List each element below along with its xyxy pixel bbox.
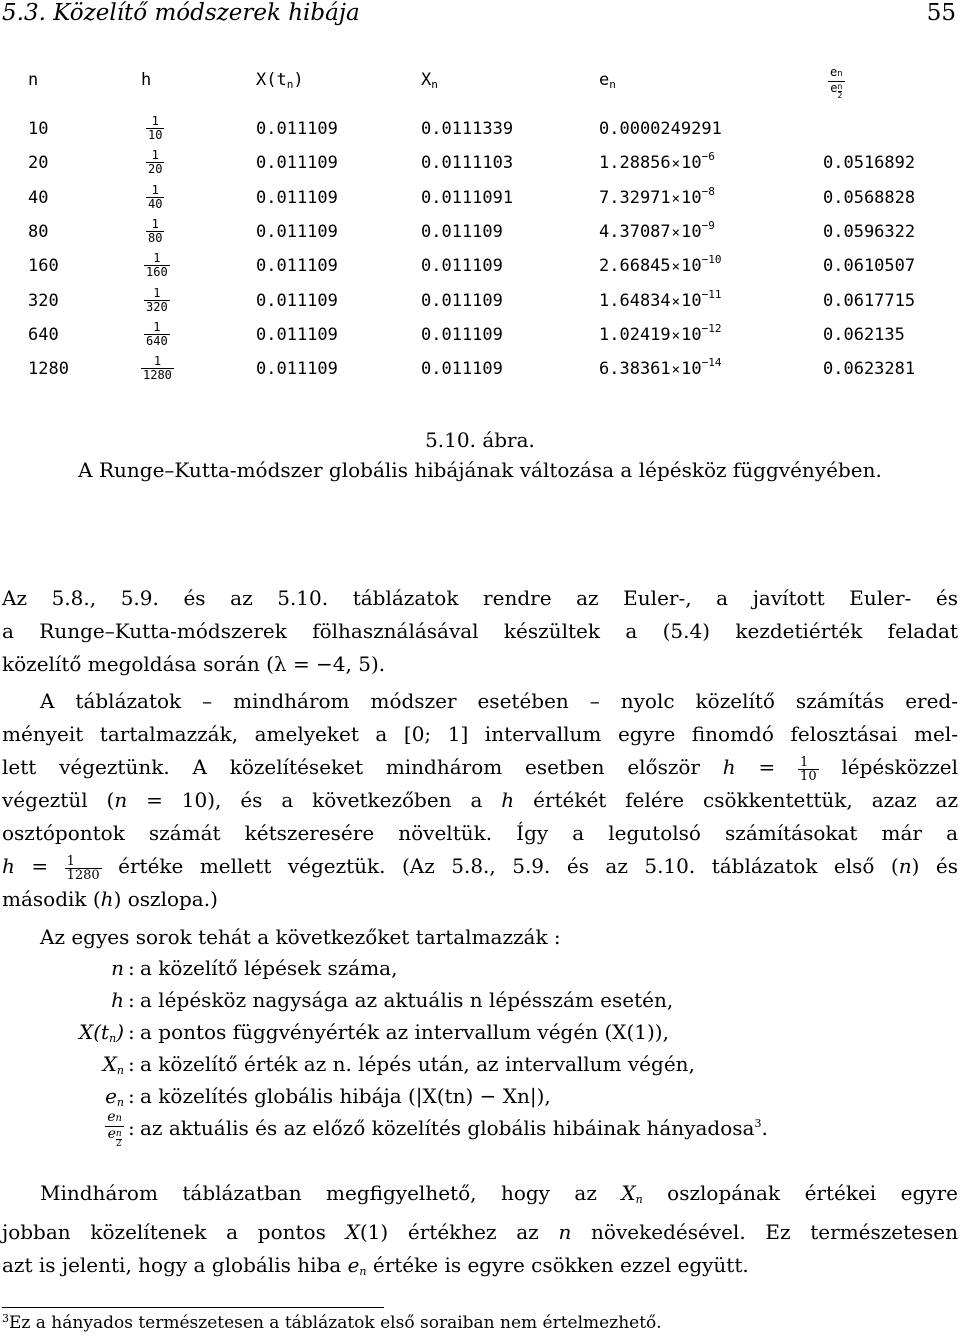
definition-term: $X_n$: [102, 1052, 124, 1077]
definition-desc: a pontos függvényérték az intervallum végén (X(1)),: [140, 1020, 669, 1044]
definition-term: h: [111, 988, 124, 1012]
cell-en: $6.38361\times 10^{-14}$: [599, 356, 722, 379]
paragraph-1-line: a Runge–Kutta-módszerek fölhasználásával készültek a (5.4) kezdetiérték feladat: [2, 619, 958, 643]
paragraph-3-line: azt is jelenti, hogy a globális hiba $e_n$ értéke is egyre csökken ezzel együtt.: [2, 1253, 749, 1278]
cell-ratio: 0.0617715: [823, 291, 916, 311]
definition-desc: a lépésköz nagysága az aktuális n lépésszám esetén,: [140, 988, 674, 1012]
cell-en: $4.37087\times 10^{-9}$: [599, 219, 715, 242]
definition-term: n: [111, 956, 124, 980]
cell-xt: 0.011109: [256, 222, 338, 242]
definitions-intro: Az egyes sorok tehát a következőket tartalmazzák :: [40, 925, 561, 949]
cell-n: 40: [28, 188, 49, 208]
definition-desc: az aktuális és az előző közelítés globális hibáinak hányadosa$^3$.: [140, 1116, 768, 1140]
paragraph-2-line: második (h) oszlopa.): [2, 887, 218, 911]
paragraph-2-line: lett végeztünk. A közelítéseket mindhárom esetben először h = $\frac{1}{10}$ lépésközzel: [2, 755, 958, 784]
paragraph-3-line: jobban közelítenek a pontos X(1) értékhez az n növekedésével. Ez természetesen: [2, 1220, 958, 1244]
cell-xt: 0.011109: [256, 359, 338, 379]
cell-xn: 0.011109: [421, 222, 503, 242]
cell-xn: 0.0111103: [421, 153, 514, 173]
footnote-rule: [2, 1307, 384, 1308]
col-header-xn: $X_n$: [421, 70, 438, 91]
page-number: 55: [926, 0, 956, 26]
definition-row: en e $\frac{n}{2}$ : az aktuális és az előző közelítés globális hibáinak hányadosa$^3$.: [107, 1109, 768, 1149]
figure-label: 5.10. ábra.: [425, 428, 535, 452]
col-header-h: h: [141, 70, 152, 90]
cell-ratio: 0.0568828: [823, 188, 916, 208]
definition-term: en e $\frac{n}{2}$: [107, 1109, 122, 1149]
paragraph-1: [2, 582, 958, 681]
paragraph-2-line: osztópontok számát kétszeresére növeltük. Így a legutolsó számításokat már a: [2, 821, 958, 845]
col-header-n: n: [28, 70, 39, 90]
cell-xt: 0.011109: [256, 119, 338, 139]
cell-h: $\frac{1}{40}$: [148, 183, 163, 211]
paragraph-2-line: ményeit tartalmazzák, amelyeket a [0; 1] intervallum egyre finomdó felosztásai mel-: [2, 722, 958, 746]
cell-en: $2.66845\times 10^{-10}$: [599, 253, 722, 276]
cell-n: 1280: [28, 359, 69, 379]
definition-row: $X_n$ : a közelítő érték az n. lépés után, az intervallum végén,: [102, 1052, 695, 1077]
cell-ratio: 0.062135: [823, 325, 905, 345]
paragraph-2: [2, 685, 958, 916]
cell-en: $1.02419\times 10^{-12}$: [599, 322, 722, 345]
cell-ratio: 0.0596322: [823, 222, 916, 242]
cell-xn: 0.0111339: [421, 119, 514, 139]
cell-xt: 0.011109: [256, 153, 338, 173]
cell-n: 10: [28, 119, 49, 139]
section-title: 5.3. Közelítő módszerek hibája: [2, 0, 360, 26]
col-header-ratio: en e $\frac{n}{2}$: [830, 65, 843, 100]
cell-xt: 0.011109: [256, 256, 338, 276]
cell-ratio: 0.0623281: [823, 359, 916, 379]
paragraph-1-line: Az 5.8., 5.9. és az 5.10. táblázatok rendre az Euler-, a javított Euler- és: [2, 586, 958, 610]
cell-h: $\frac{1}{640}$: [146, 320, 168, 348]
cell-en: $7.32971\times 10^{-8}$: [599, 185, 715, 208]
definition-row: n : a közelítő lépések száma,: [111, 956, 398, 980]
footnote: $^3$Ez a hányados természetesen a táblázatok első soraiban nem értelmezhető.: [2, 1312, 662, 1333]
cell-xn: 0.0111091: [421, 188, 514, 208]
cell-n: 20: [28, 153, 49, 173]
figure-caption: A Runge–Kutta-módszer globális hibájának változása a lépésköz függvényében.: [78, 458, 882, 482]
col-header-en: $e_n$: [599, 70, 616, 91]
paragraph-3-line: Mindhárom táblázatban megfigyelhető, hogy az $X_n$ oszlopának értékei egyre: [40, 1181, 958, 1206]
cell-xn: 0.011109: [421, 291, 503, 311]
cell-h: $\frac{1}{1280}$: [143, 354, 172, 382]
cell-xt: 0.011109: [256, 188, 338, 208]
cell-xn: 0.011109: [421, 325, 503, 345]
paragraph-2-line: végeztül (n = 10), és a következőben a h értékét felére csökkentettük, azaz az: [2, 788, 958, 812]
definition-row: h : a lépésköz nagysága az aktuális n lépésszám esetén,: [111, 988, 674, 1012]
cell-n: 160: [28, 256, 59, 276]
cell-h: $\frac{1}{320}$: [146, 286, 168, 314]
col-header-xt: $X(t_n)$: [256, 70, 304, 91]
cell-xn: 0.011109: [421, 256, 503, 276]
definition-desc: a közelítő érték az n. lépés után, az intervallum végén,: [140, 1052, 695, 1076]
cell-n: 80: [28, 222, 49, 242]
cell-h: $\frac{1}{10}$: [148, 114, 163, 142]
paragraph-1-line: közelítő megoldása során (λ = −4, 5).: [2, 652, 386, 676]
definition-row: $X(t_n)$ : a pontos függvényérték az intervallum végén (X(1)),: [79, 1020, 669, 1045]
cell-h: $\frac{1}{80}$: [148, 217, 163, 245]
definition-row: $e_n$ : a közelítés globális hibája (|X(tn) − Xn|),: [105, 1084, 551, 1109]
paragraph-2-line: h = $\frac{1}{1280}$ értéke mellett végeztük. (Az 5.8., 5.9. és az 5.10. táblázatok első (n) és: [2, 854, 958, 883]
definition-desc: a közelítő lépések száma,: [140, 956, 398, 980]
definition-desc: a közelítés globális hibája (|X(tn) − Xn|),: [140, 1084, 551, 1108]
cell-ratio: 0.0610507: [823, 256, 916, 276]
definition-term: $X(t_n)$: [79, 1020, 124, 1045]
paragraph-2-line: A táblázatok – mindhárom módszer esetében – nyolc közelítő számítás ered-: [40, 689, 958, 713]
cell-ratio: 0.0516892: [823, 153, 916, 173]
cell-h: $\frac{1}{20}$: [148, 148, 163, 176]
cell-n: 320: [28, 291, 59, 311]
paragraph-3: [2, 1177, 958, 1288]
cell-xt: 0.011109: [256, 291, 338, 311]
cell-xt: 0.011109: [256, 325, 338, 345]
cell-n: 640: [28, 325, 59, 345]
cell-xn: 0.011109: [421, 359, 503, 379]
cell-h: $\frac{1}{160}$: [146, 251, 168, 279]
definition-term: $e_n$: [105, 1084, 124, 1109]
cell-en: 0.0000249291: [599, 119, 722, 139]
cell-en: $1.64834\times 10^{-11}$: [599, 288, 722, 311]
cell-en: $1.28856\times 10^{-6}$: [599, 150, 715, 173]
